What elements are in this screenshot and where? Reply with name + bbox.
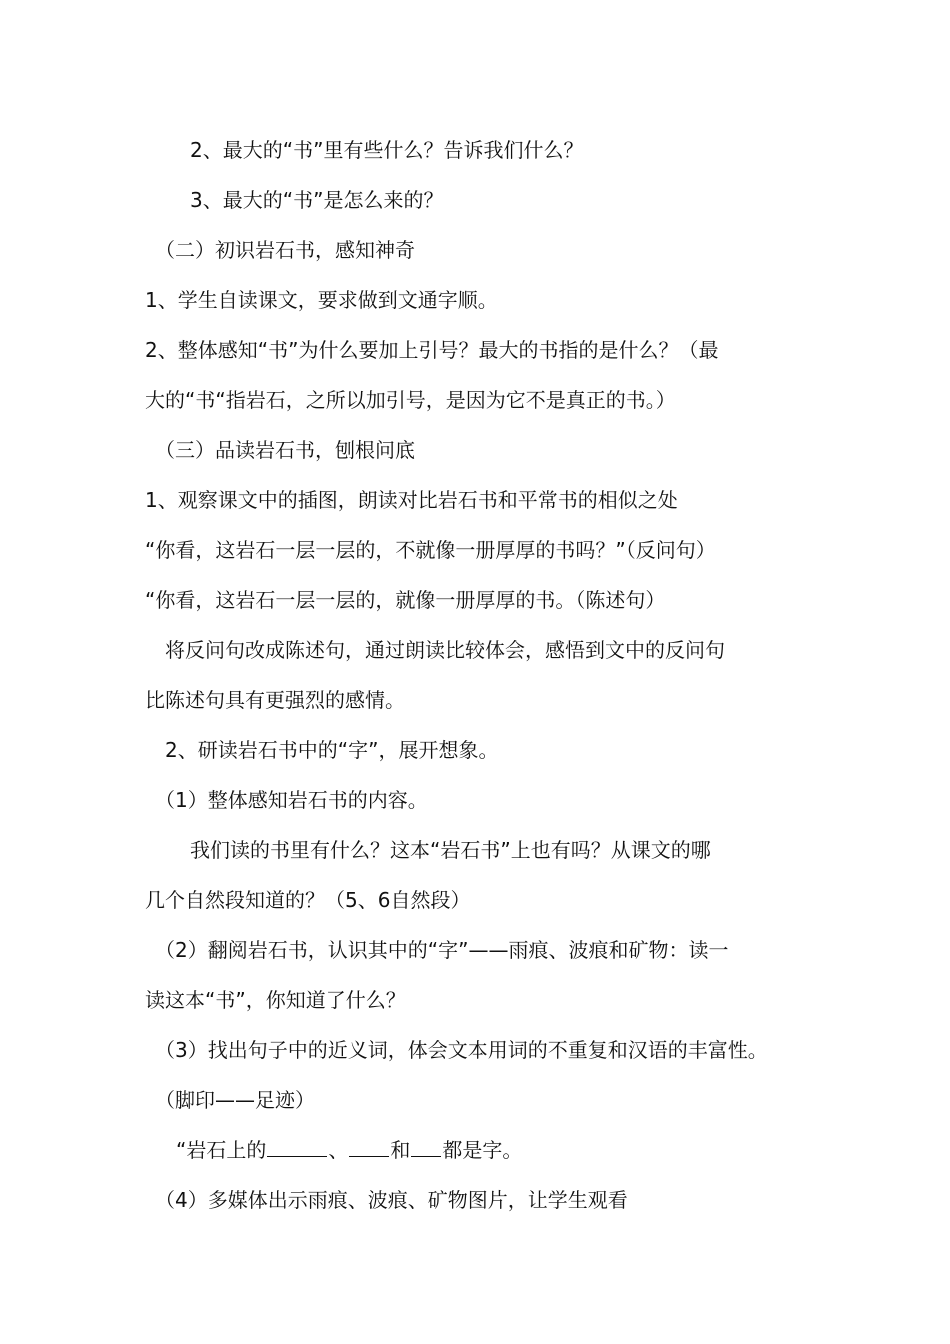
- blank-2[interactable]: [349, 1136, 389, 1157]
- step-overall-perception: 2、整体感知“书”为什么要加上引号？最大的书指的是什么？（最: [145, 338, 719, 362]
- substep-1-question: 我们读的书里有什么？这本“岩石书”上也有吗？从课文的哪: [190, 838, 711, 862]
- step-overall-perception-cont: 大的“书“指岩石，之所以加引号，是因为它不是真正的书。）: [145, 388, 676, 412]
- question-3: 3、最大的“书”是怎么来的？: [190, 188, 444, 212]
- synonym-pair: （脚印——足迹）: [155, 1088, 315, 1112]
- fill-blank-sep1: 、: [328, 1138, 349, 1162]
- fill-blank-prefix: “岩石上的: [176, 1138, 267, 1162]
- step-study-characters: 2、研读岩石书中的“字”，展开想象。: [165, 738, 499, 762]
- comparison-note: 将反问句改成陈述句，通过朗读比较体会，感悟到文中的反问句: [165, 638, 725, 662]
- comparison-note-cont: 比陈述句具有更强烈的感情。: [145, 688, 405, 712]
- declarative-sentence: “你看，这岩石一层一层的，就像一册厚厚的书。（陈述句）: [145, 588, 666, 612]
- question-2: 2、最大的“书”里有些什么？告诉我们什么？: [190, 138, 584, 162]
- substep-4: （4）多媒体出示雨痕、波痕、矿物图片，让学生观看: [155, 1188, 628, 1212]
- rhetorical-question-sentence: “你看，这岩石一层一层的，不就像一册厚厚的书吗？”（反问句）: [145, 538, 716, 562]
- substep-2: （2）翻阅岩石书，认识其中的“字”——雨痕、波痕和矿物：读一: [155, 938, 729, 962]
- substep-2-cont: 读这本“书”，你知道了什么？: [145, 988, 406, 1012]
- blank-3[interactable]: [411, 1136, 441, 1157]
- section-heading-2: （二）初识岩石书，感知神奇: [155, 238, 415, 262]
- substep-1-question-cont: 几个自然段知道的？（5、6自然段）: [145, 888, 471, 912]
- fill-in-blank-sentence: [176, 1136, 866, 1164]
- step-self-read: 1、学生自读课文，要求做到文通字顺。: [145, 288, 498, 312]
- fill-blank-sep2: 和: [390, 1138, 411, 1162]
- blank-1[interactable]: [267, 1136, 327, 1157]
- section-heading-3: （三）品读岩石书，刨根问底: [155, 438, 415, 462]
- fill-blank-suffix: 都是字。: [442, 1138, 523, 1162]
- substep-3: （3）找出句子中的近义词，体会文本用词的不重复和汉语的丰富性。: [155, 1038, 768, 1062]
- substep-1: （1）整体感知岩石书的内容。: [155, 788, 428, 812]
- step-observe-illustration: 1、观察课文中的插图，朗读对比岩石书和平常书的相似之处: [145, 488, 678, 512]
